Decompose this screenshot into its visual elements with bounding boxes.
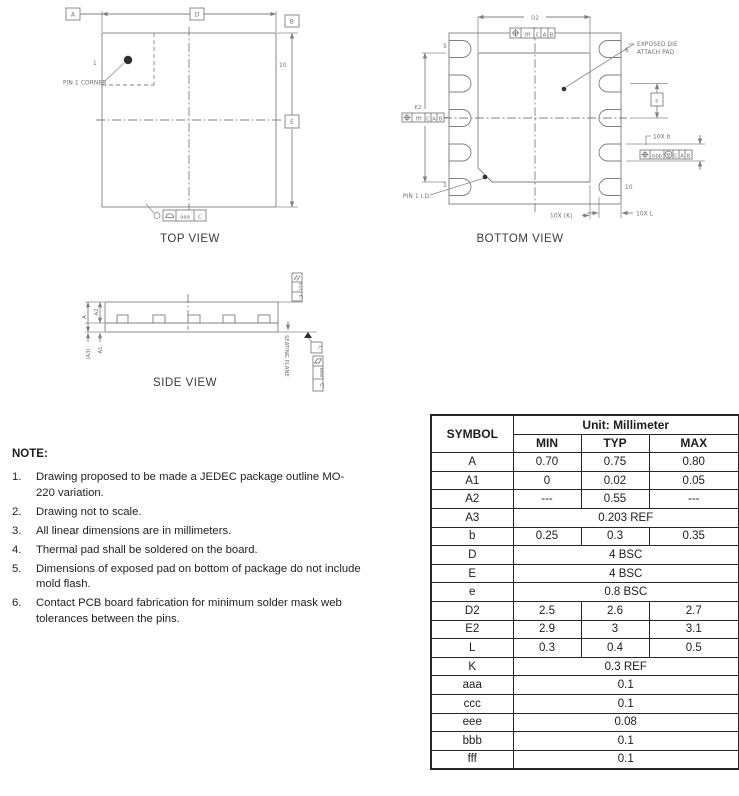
svg-text:C: C <box>426 116 430 123</box>
table-row: K 0.3 REF <box>431 657 739 676</box>
table-row: fff 0.1 <box>431 750 739 769</box>
table-row: E 4 BSC <box>431 564 739 583</box>
pad <box>449 75 471 92</box>
top-view-caption: TOP VIEW <box>160 233 220 245</box>
exposed-die-attach-pad <box>478 53 590 182</box>
pin1-id-label: PIN 1 I.D. <box>403 194 432 200</box>
datum-c-triangle <box>304 332 312 338</box>
top-pin1-number: 1 <box>93 61 97 67</box>
pin1-id-dot <box>483 175 488 180</box>
seating-plane-label: SEATING PLANE <box>283 335 289 377</box>
svg-text:B: B <box>549 32 554 39</box>
bottom-view-drawing <box>400 5 739 230</box>
svg-text:fff: fff <box>415 116 422 123</box>
pad <box>599 75 621 92</box>
svg-text:A: A <box>432 116 436 123</box>
label-10x-k: 10X (K) <box>550 213 573 220</box>
datum-c-label: C <box>316 345 323 350</box>
svg-text:C: C <box>674 153 678 160</box>
pad <box>449 144 471 161</box>
svg-text:bbb: bbb <box>651 153 663 160</box>
note-text: All linear dimensions are in millimeters. <box>36 524 232 537</box>
dim-e-label: E <box>290 120 294 126</box>
pad <box>449 41 471 58</box>
side-view-caption: SIDE VIEW <box>153 377 217 389</box>
dim-e-pitch-label: e <box>655 98 659 105</box>
exposed-pad-leader-dot <box>562 87 567 92</box>
table-row: eee 0.08 <box>431 713 739 732</box>
fcf-b <box>640 150 692 160</box>
notes-section <box>12 448 414 631</box>
exposed-pad-label-2: ATTACH PAD <box>637 50 675 56</box>
dim-d2-label: D2 <box>531 15 539 22</box>
fcf-ccc <box>292 273 303 301</box>
svg-text:B: B <box>686 153 691 160</box>
label-10x-b: 10X b <box>653 134 671 141</box>
table-row: D2 2.5 2.6 2.7 <box>431 601 739 620</box>
pin1-corner-label: PIN 1 CORNER <box>63 80 107 87</box>
bottom-pin6-number: 6 <box>625 48 629 54</box>
note-item <box>12 524 414 540</box>
table-row: A2 --- 0.55 --- <box>431 490 739 509</box>
svg-text:C: C <box>318 383 324 387</box>
table-header-symbol: SYMBOL <box>431 415 513 453</box>
top-view-drawing <box>60 5 320 235</box>
note-number: 5. <box>12 562 22 575</box>
note-number: 6. <box>12 597 22 609</box>
note-text: Drawing proposed to be made a JEDEC package outline MO- 220 variation. <box>36 471 345 499</box>
bottom-pin1-number: 1 <box>443 183 447 189</box>
table-row: A 0.70 0.75 0.80 <box>431 453 739 472</box>
note-number: 1. <box>12 471 22 483</box>
top-pin10-number: 10 <box>279 63 287 69</box>
pad <box>599 179 621 196</box>
dim-e2-label: E2 <box>414 105 422 111</box>
datum-a-label: A <box>70 12 76 19</box>
svg-text:fff: fff <box>524 32 531 39</box>
dimension-table <box>430 414 739 770</box>
svg-text:C: C <box>296 294 303 299</box>
note-item <box>12 562 414 593</box>
pad <box>599 41 621 58</box>
note-number: 3. <box>12 524 22 537</box>
bottom-pin5-number: 5 <box>443 44 447 50</box>
dim-a3-label: (A3) <box>86 348 92 360</box>
note-number: 2. <box>12 505 22 518</box>
pin1-corner-dot <box>124 56 132 64</box>
table-row: D 4 BSC <box>431 546 739 565</box>
note-text: Dimensions of exposed pad on bottom of package do not include mold flash. <box>36 562 361 590</box>
label-10x-l: 10X L <box>636 211 654 218</box>
svg-text:B: B <box>438 116 443 123</box>
table-row: bbb 0.1 <box>431 732 739 751</box>
note-text: Thermal pad shall be soldered on the board. <box>36 543 258 556</box>
note-item <box>12 505 414 521</box>
fcf-aaa-datum: C <box>198 214 202 221</box>
table-row: A3 0.203 REF <box>431 508 739 527</box>
note-number: 4. <box>12 543 22 556</box>
table-row: L 0.3 0.4 0.5 <box>431 639 739 658</box>
table-header-typ: TYP <box>581 434 649 453</box>
table-row: b 0.25 0.3 0.35 <box>431 527 739 546</box>
dim-d-label: D <box>194 12 200 19</box>
fcf-aaa-tol: aaa <box>180 214 190 221</box>
note-item <box>12 596 414 627</box>
table-row: aaa 0.1 <box>431 676 739 695</box>
fcf-eee <box>313 356 324 391</box>
table-row: E2 2.9 3 3.1 <box>431 620 739 639</box>
side-package-outline <box>105 302 278 332</box>
svg-text:C: C <box>535 32 540 39</box>
pad <box>449 179 471 196</box>
dim-a1-label: A1 <box>98 346 104 354</box>
table-header-unit: Unit: Millimeter <box>513 415 739 434</box>
fcf-d2 <box>510 28 555 38</box>
table-row: A1 0 0.02 0.05 <box>431 471 739 490</box>
table-header-max: MAX <box>649 434 739 453</box>
datum-b-label: B <box>289 19 295 26</box>
notes-heading: NOTE: <box>12 448 48 460</box>
dim-a2-label: A2 <box>94 308 100 316</box>
bottom-view-caption: BOTTOM VIEW <box>476 233 564 245</box>
svg-text:A: A <box>542 32 547 39</box>
svg-text:A: A <box>680 153 684 160</box>
note-text: Contact PCB board fabrication for minimum solder mask web tolerances between the pins. <box>36 597 342 625</box>
exposed-pad-label-1: EXPOSED DIE <box>637 42 678 48</box>
dim-a-label: A <box>82 315 88 319</box>
table-header-min: MIN <box>513 434 581 453</box>
fcf-e2 <box>402 113 444 123</box>
table-row: ccc 0.1 <box>431 694 739 713</box>
pad <box>599 144 621 161</box>
note-item <box>12 470 414 501</box>
table-row: e 0.8 BSC <box>431 583 739 602</box>
bottom-pin10-number: 10 <box>625 185 633 191</box>
svg-text:eee: eee <box>318 367 324 378</box>
svg-text:ccc: ccc <box>296 282 303 292</box>
note-text: Drawing not to scale. <box>36 505 142 518</box>
note-item <box>12 543 414 559</box>
svg-text:M: M <box>666 153 671 159</box>
